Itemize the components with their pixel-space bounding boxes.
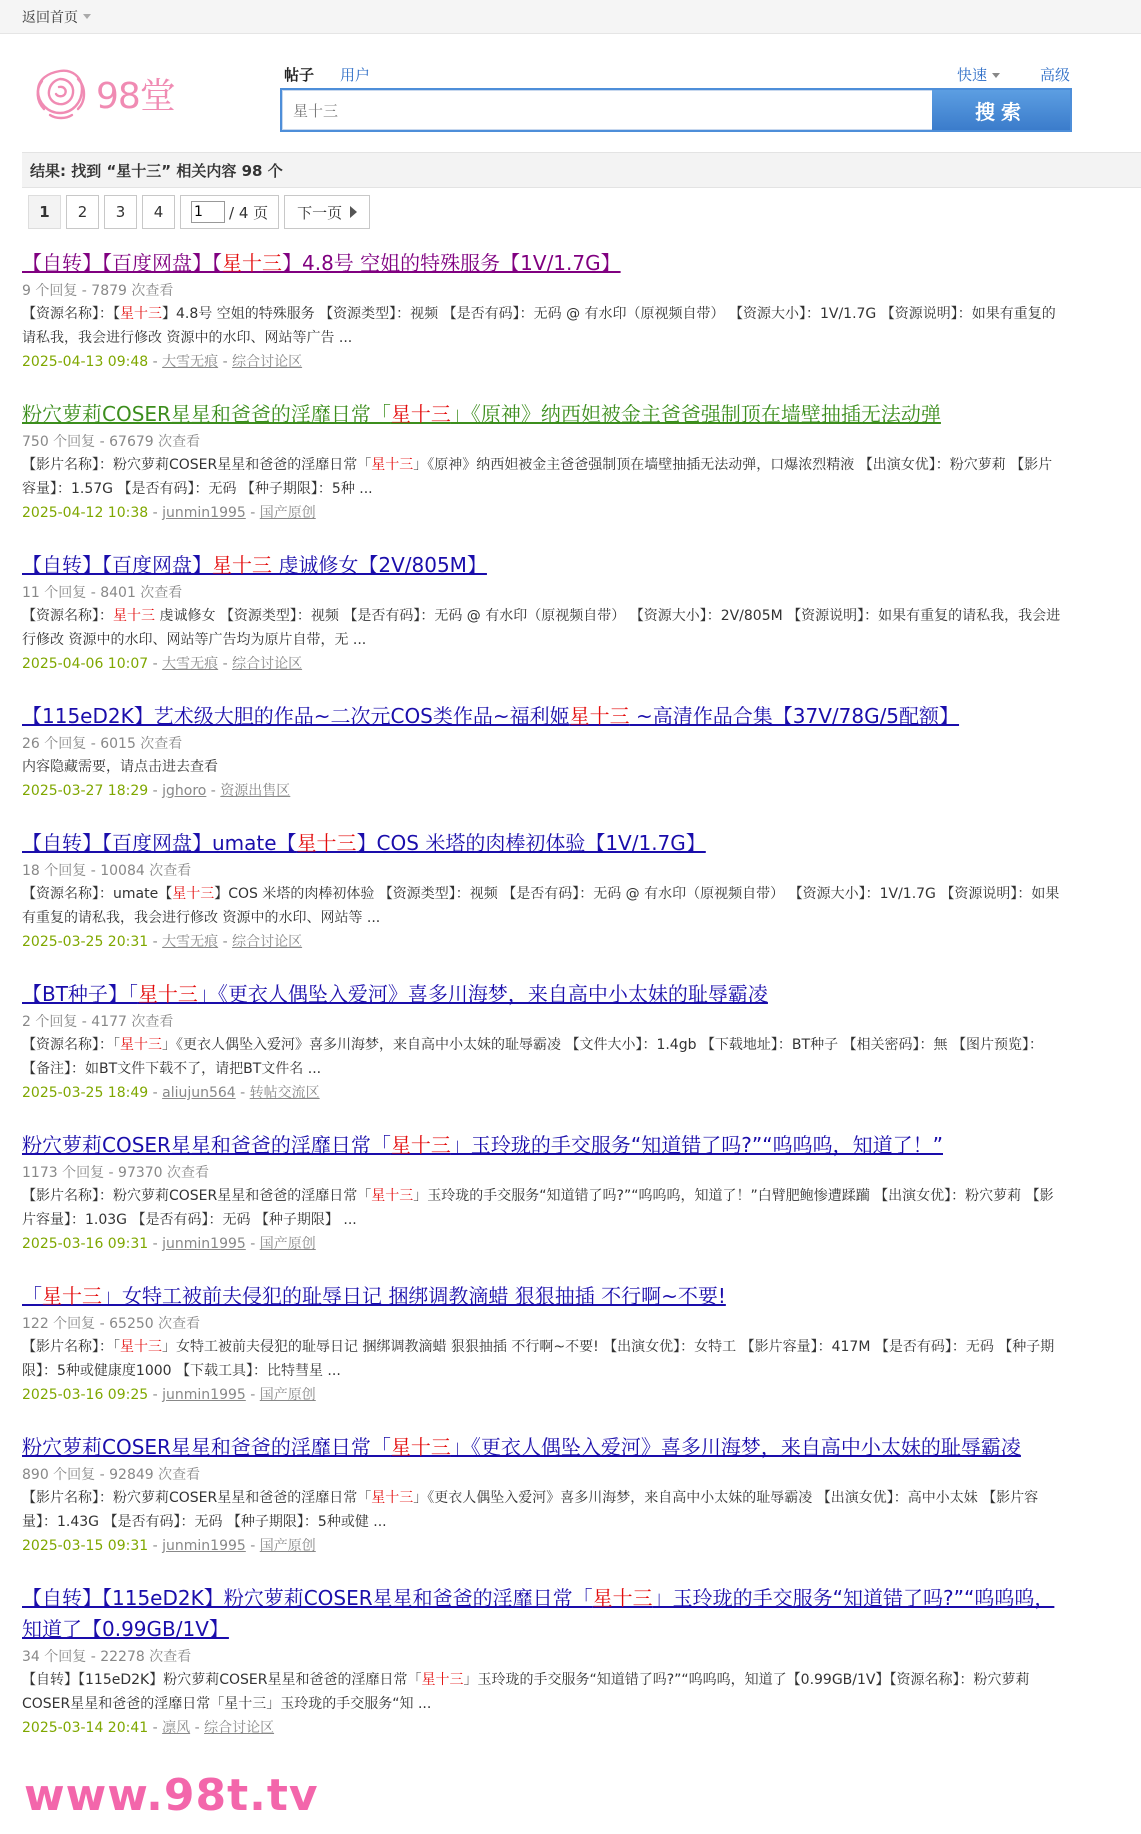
- snippet-highlight: 星十三: [371, 1490, 414, 1506]
- result-footer: [22, 779, 1062, 803]
- result-title-link[interactable]: [22, 251, 621, 275]
- result-title-link[interactable]: [22, 982, 768, 1006]
- separator: -: [218, 354, 233, 370]
- advanced-search-link[interactable]: 高级: [1039, 66, 1070, 84]
- author-link[interactable]: junmin1995: [162, 1538, 246, 1554]
- page-2[interactable]: 2: [66, 195, 99, 229]
- forum-link[interactable]: 国产原创: [259, 1236, 316, 1252]
- separator: -: [148, 656, 163, 672]
- snippet-highlight: 星十三: [113, 608, 155, 624]
- title-text: 」女特工被前夫侵犯的耻辱日记 捆绑调教滴蜡 狠狠抽插 不行啊~不要!: [102, 1284, 726, 1308]
- snippet-text: 【资源名称】：: [22, 608, 113, 624]
- result-snippet: [22, 604, 1062, 652]
- author-link[interactable]: aliujun564: [162, 1085, 236, 1101]
- snippet-highlight: 星十三: [172, 886, 215, 902]
- result-snippet: [22, 1184, 1062, 1232]
- snippet-text: 」《更衣人偶坠入爱河》喜多川海梦，来自高中小太妹的耻辱霸凌 【文件大小】：1.4gb 【下载地址】：BT种子 【相关密码】：無 【图片预览】：【备注】：如BT文件下载不了，请把BT文件名 ...: [22, 1037, 1043, 1077]
- quick-dropdown[interactable]: [957, 64, 1000, 85]
- logo-text: 98堂: [96, 75, 175, 117]
- result-item: [22, 1432, 1062, 1558]
- result-title-link[interactable]: [22, 1586, 1054, 1641]
- post-date: 2025-04-13 09:48: [22, 354, 149, 370]
- snippet-text: 」女特工被前夫侵犯的耻辱日记 捆绑调教滴蜡 狠狠抽插 不行啊~不要! 【出演女优】：女特工 【影片容量】：417M 【是否有码】：无码 【种子期限】：5种或健康度1000 【下载工具】：比特彗星 ...: [22, 1339, 1055, 1379]
- header: [0, 34, 1141, 152]
- separator: -: [148, 354, 163, 370]
- title-text: 」玉玲珑的手交服务“知道错了吗?”“呜呜呜，知道了！”: [450, 1133, 943, 1157]
- result-footer: [22, 1534, 1062, 1558]
- result-title-link[interactable]: [22, 1435, 1021, 1459]
- title-highlight: 星十三: [390, 402, 451, 426]
- search-tabs: [280, 60, 1072, 88]
- quick-label: 快速: [956, 66, 987, 84]
- result-footer: [22, 652, 1062, 676]
- page-jump-input[interactable]: [191, 201, 225, 223]
- post-date: 2025-03-27 18:29: [22, 783, 149, 799]
- search-panel: [280, 60, 1072, 132]
- title-text: 」《原神》纳西妲被金主爸爸强制顶在墙壁抽插无法动弹: [450, 402, 941, 426]
- title-highlight: 星十三: [222, 251, 282, 275]
- result-meta: 122 个回复 - 65250 次查看: [22, 1316, 201, 1332]
- author-link[interactable]: 凛风: [162, 1720, 191, 1736]
- author-link[interactable]: junmin1995: [162, 1236, 246, 1252]
- post-date: 2025-04-06 10:07: [22, 656, 149, 672]
- result-title-link[interactable]: [22, 831, 706, 855]
- snippet-text: 【资源名称】：「: [22, 1037, 120, 1053]
- snippet-highlight: 星十三: [120, 1339, 162, 1355]
- title-highlight: 星十三: [296, 831, 357, 855]
- result-footer: [22, 930, 1062, 954]
- result-item: [22, 248, 1062, 374]
- result-item: [22, 701, 1062, 803]
- title-text: 」《更衣人偶坠入爱河》喜多川海梦，来自高中小太妹的耻辱霸凌: [450, 1435, 1021, 1459]
- snippet-text: 」玉玲珑的手交服务“知道错了吗?”“呜呜呜，知道了！”白臂肥鲍惨遭蹂躏 【出演女优】：粉穴萝莉 【影片容量】：1.03G 【是否有码】：无码 【种子期限】 ...: [22, 1188, 1054, 1228]
- snippet-text: 」《更衣人偶坠入爱河》喜多川海梦，来自高中小太妹的耻辱霸凌 【出演女优】：高中小太妹 【影片容量】：1.43G 【是否有码】：无码 【种子期限】：5种或健 ...: [22, 1490, 1039, 1530]
- result-footer: [22, 1232, 1062, 1256]
- snippet-text: 【影片名称】：粉穴萝莉COSER星星和爸爸的淫靡日常「: [22, 457, 372, 473]
- tab-users[interactable]: 用户: [340, 66, 371, 84]
- separator: -: [235, 1085, 250, 1101]
- result-item: [22, 1130, 1062, 1256]
- post-date: 2025-03-16 09:31: [22, 1236, 149, 1252]
- result-snippet: [22, 882, 1062, 930]
- result-snippet: [22, 1486, 1062, 1534]
- result-item: [22, 828, 1062, 954]
- result-footer: [22, 501, 1062, 525]
- forum-link[interactable]: 综合讨论区: [204, 1720, 275, 1736]
- page-4[interactable]: 4: [142, 195, 175, 229]
- result-meta: 9 个回复 - 7879 次查看: [22, 283, 174, 299]
- title-highlight: 星十三: [137, 982, 198, 1006]
- home-link[interactable]: 返回首页: [22, 9, 78, 26]
- post-date: 2025-03-16 09:25: [22, 1387, 149, 1403]
- tab-posts[interactable]: 帖子: [284, 66, 315, 84]
- result-footer: [22, 1081, 1062, 1105]
- result-title-link[interactable]: [22, 402, 941, 426]
- site-logo[interactable]: [28, 58, 188, 128]
- snippet-highlight: 星十三: [421, 1672, 464, 1688]
- page-1[interactable]: 1: [28, 195, 61, 229]
- top-bar: [0, 0, 1141, 34]
- result-meta: 11 个回复 - 8401 次查看: [22, 585, 183, 601]
- result-meta: 1173 个回复 - 97370 次查看: [22, 1165, 210, 1181]
- snippet-text: 【资源名称】：umate【: [22, 886, 173, 902]
- result-meta: 890 个回复 - 92849 次查看: [22, 1467, 201, 1483]
- result-meta: 18 个回复 - 10084 次查看: [22, 863, 192, 879]
- snippet-text: 【自转】【115eD2K】粉穴萝莉COSER星星和爸爸的淫靡日常「: [22, 1672, 422, 1688]
- forum-link[interactable]: 资源出售区: [220, 783, 291, 799]
- result-title-link[interactable]: [22, 704, 959, 728]
- separator: -: [148, 1387, 163, 1403]
- author-link[interactable]: 大雪无痕: [162, 354, 219, 370]
- title-text: 【自转】【115eD2K】粉穴萝莉COSER星星和爸爸的淫靡日常「: [22, 1586, 593, 1610]
- forum-link[interactable]: 国产原创: [259, 1387, 316, 1403]
- title-highlight: 星十三: [569, 704, 630, 728]
- snippet-text: 」《原神》纳西妲被金主爸爸强制顶在墙壁抽插无法动弹，口爆浓烈精液 【出演女优】：粉穴萝莉 【影片容量】：1.57G 【是否有码】：无码 【种子期限】：5种 ...: [22, 457, 1053, 497]
- post-date: 2025-04-12 10:38: [22, 505, 149, 521]
- title-text: 【自转】【百度网盘】【: [22, 251, 222, 275]
- result-item: [22, 399, 1062, 525]
- title-highlight: 星十三: [42, 1284, 102, 1308]
- search-box: [280, 88, 1072, 132]
- separator: -: [245, 1538, 260, 1554]
- author-link[interactable]: jghoro: [162, 783, 207, 799]
- title-text: 「: [22, 1284, 42, 1308]
- result-meta: 750 个回复 - 67679 次查看: [22, 434, 201, 450]
- forum-link[interactable]: 国产原创: [259, 505, 316, 521]
- result-footer: [22, 1716, 1062, 1740]
- site-watermark: www.98t.tv: [24, 1770, 319, 1821]
- snippet-highlight: 星十三: [371, 1188, 414, 1204]
- author-link[interactable]: junmin1995: [162, 505, 246, 521]
- separator: -: [148, 1538, 163, 1554]
- title-text: 粉穴萝莉COSER星星和爸爸的淫靡日常「: [22, 1133, 391, 1157]
- snippet-text: 【影片名称】：「: [22, 1339, 120, 1355]
- title-text: 」《更衣人偶坠入爱河》喜多川海梦，来自高中小太妹的耻辱霸凌: [197, 982, 768, 1006]
- snippet-text: 内容隐藏需要，请点击进去查看: [22, 759, 218, 775]
- snippet-text: 】COS 米塔的肉棒初体验 【资源类型】：视频 【是否有码】：无码 @ 有水印（原视频自带） 【资源大小】：1V/1.7G 【资源说明】：如果有重复的请私我，我会进行修改 资源中的水印、网站等 ...: [22, 886, 1060, 926]
- snippet-text: 【影片名称】：粉穴萝莉COSER星星和爸爸的淫靡日常「: [22, 1188, 372, 1204]
- arrow-right-icon: [350, 206, 357, 218]
- snippet-text: 】4.8号 空姐的特殊服务 【资源类型】：视频 【是否有码】：无码 @ 有水印（原视频自带） 【资源大小】：1V/1.7G 【资源说明】：如果有重复的请私我，我会进行修改 资源中的水印、网站等广告 ...: [22, 306, 1056, 346]
- title-text: 】4.8号 空姐的特殊服务【1V/1.7G】: [282, 251, 621, 275]
- separator: -: [148, 1085, 163, 1101]
- post-date: 2025-03-25 18:49: [22, 1085, 149, 1101]
- title-text: 【自转】【百度网盘】umate【: [22, 831, 297, 855]
- result-item: [22, 1281, 1062, 1407]
- chevron-down-icon: [992, 73, 1000, 78]
- page-3[interactable]: 3: [104, 195, 137, 229]
- author-link[interactable]: 大雪无痕: [162, 656, 219, 672]
- title-text: 【BT种子】「: [22, 982, 138, 1006]
- separator: -: [148, 1236, 163, 1252]
- next-page-button[interactable]: [284, 195, 370, 229]
- title-text: 【115eD2K】艺术级大胆的作品~二次元COS类作品~福利姬: [22, 704, 570, 728]
- post-date: 2025-03-14 20:41: [22, 1720, 149, 1736]
- separator: -: [148, 783, 163, 799]
- separator: -: [245, 505, 260, 521]
- forum-link[interactable]: 国产原创: [259, 1538, 316, 1554]
- title-highlight: 星十三: [390, 1133, 451, 1157]
- separator: -: [245, 1236, 260, 1252]
- result-meta: 2 个回复 - 4177 次查看: [22, 1014, 174, 1030]
- title-text: ~高清作品合集【37V/78G/5配额】: [629, 704, 960, 728]
- result-item: [22, 979, 1062, 1105]
- result-snippet: [22, 453, 1062, 501]
- snippet-highlight: 星十三: [120, 306, 162, 322]
- rose-icon: [28, 61, 92, 125]
- snippet-highlight: 星十三: [120, 1037, 162, 1053]
- search-input[interactable]: [282, 90, 932, 130]
- chevron-down-icon[interactable]: [83, 14, 91, 19]
- author-link[interactable]: junmin1995: [162, 1387, 246, 1403]
- separator: -: [218, 934, 233, 950]
- page-total: / 4 页: [229, 203, 269, 222]
- search-button[interactable]: 搜索: [932, 90, 1070, 130]
- separator: -: [245, 1387, 260, 1403]
- pagination: [28, 194, 1141, 230]
- snippet-text: 【资源名称】：【: [22, 306, 120, 322]
- title-text: 【自转】【百度网盘】: [22, 553, 212, 577]
- snippet-text: 」玉玲珑的手交服务“知道错了吗?”“呜呜呜，知道了【0.99GB/1V】【资源名称】：粉穴萝莉COSER星星和爸爸的淫靡日常「星十三」玉玲珑的手交服务“知 ...: [22, 1672, 1030, 1712]
- title-text: 】COS 米塔的肉棒初体验【1V/1.7G】: [356, 831, 706, 855]
- result-meta: 34 个回复 - 22278 次查看: [22, 1649, 192, 1665]
- result-summary: 结果: 找到 “星十三” 相关内容 98 个: [22, 152, 1141, 188]
- forum-link[interactable]: 综合讨论区: [232, 354, 303, 370]
- result-title-link[interactable]: [22, 553, 487, 577]
- result-title-link[interactable]: [22, 1284, 726, 1308]
- title-highlight: 星十三: [592, 1586, 653, 1610]
- forum-link[interactable]: 综合讨论区: [232, 934, 303, 950]
- separator: -: [148, 934, 163, 950]
- result-meta: 26 个回复 - 6015 次查看: [22, 736, 183, 752]
- result-item: [22, 550, 1062, 676]
- separator: -: [148, 1720, 163, 1736]
- separator: -: [206, 783, 221, 799]
- snippet-text: 虔诚修女 【资源类型】：视频 【是否有码】：无码 @ 有水印（原视频自带） 【资源大小】：2V/805M 【资源说明】：如果有重复的请私我，我会进行修改 资源中的水印、网站等广告均为原片自带，无 ...: [22, 608, 1061, 648]
- title-text: 粉穴萝莉COSER星星和爸爸的淫靡日常「: [22, 1435, 391, 1459]
- result-title-link[interactable]: [22, 1133, 943, 1157]
- next-page-label: 下一页: [297, 203, 343, 222]
- result-snippet: [22, 1668, 1062, 1716]
- result-snippet: [22, 1033, 1062, 1081]
- result-snippet: [22, 1335, 1062, 1383]
- title-highlight: 星十三: [390, 1435, 451, 1459]
- result-snippet: [22, 302, 1062, 350]
- forum-link[interactable]: 转帖交流区: [249, 1085, 320, 1101]
- author-link[interactable]: 大雪无痕: [162, 934, 219, 950]
- separator: -: [190, 1720, 205, 1736]
- result-footer: [22, 350, 1062, 374]
- title-text: 粉穴萝莉COSER星星和爸爸的淫靡日常「: [22, 402, 391, 426]
- separator: -: [218, 656, 233, 672]
- title-text: 」玉玲珑的手交服务“知道错了吗?”“呜呜呜，知道了【0.99GB/1V】: [22, 1586, 1055, 1641]
- snippet-highlight: 星十三: [371, 457, 414, 473]
- title-highlight: 星十三: [212, 553, 272, 577]
- result-item: [22, 1583, 1062, 1740]
- result-footer: [22, 1383, 1062, 1407]
- result-snippet: [22, 755, 1062, 779]
- title-text: 虔诚修女【2V/805M】: [272, 553, 487, 577]
- page-jump: [180, 195, 279, 229]
- forum-link[interactable]: 综合讨论区: [232, 656, 303, 672]
- post-date: 2025-03-15 09:31: [22, 1538, 149, 1554]
- post-date: 2025-03-25 20:31: [22, 934, 149, 950]
- result-list: [22, 248, 1062, 1740]
- snippet-text: 【影片名称】：粉穴萝莉COSER星星和爸爸的淫靡日常「: [22, 1490, 372, 1506]
- separator: -: [148, 505, 163, 521]
